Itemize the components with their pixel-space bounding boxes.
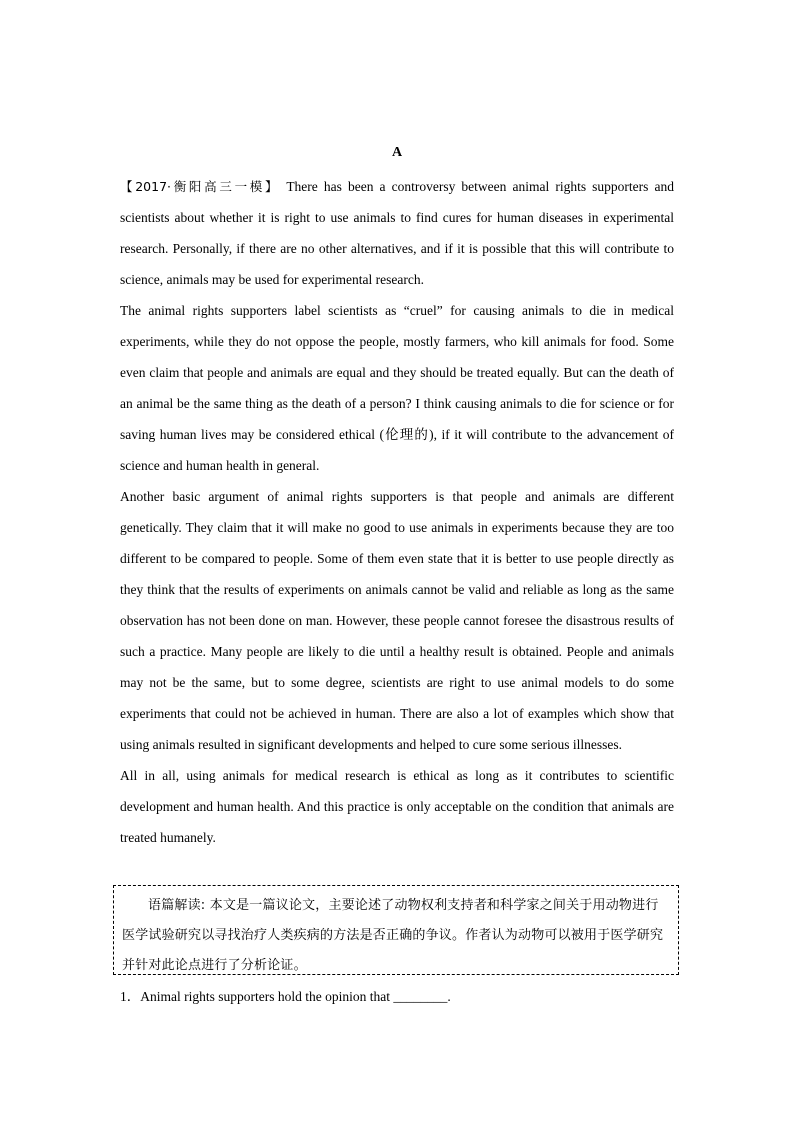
- paragraph-2: The animal rights supporters label scientists as “cruel” for causing animals to die in medical experiments, while they do not oppose the people, mostly farmers, who kill animals for food. Some even claim that people and animals are equal and they should be treated equally. But can the death of an animal be the same thing as the death of a person? I think causing animals to die for science or for saving human lives may be considered ethical (伦理的), if it will contribute to the advancement of science and human health in general.: [120, 303, 674, 473]
- question-1: 1．Animal rights supporters hold the opinion that ________.: [120, 989, 451, 1004]
- paragraph-1-text: There has been a controversy between animal rights supporters and scientists about whether it is right to use animals to find cures for human diseases in experimental research. Personally, if there are no other alternatives, and if it is possible that this will contribute to science, animals may be used for experimental research.: [120, 179, 674, 287]
- paragraph-4: All in all, using animals for medical research is ethical as long as it contributes to scientific development and human health. And this practice is only acceptable on the condition that animals are treated humanely.: [120, 768, 674, 845]
- source-tag: 【2017·衡阳高三一模】: [120, 179, 281, 194]
- paragraph-1: [120, 171, 674, 295]
- passage-summary-box: [113, 885, 679, 975]
- paragraph-3: Another basic argument of animal rights supporters is that people and animals are different genetically. They claim that it will make no good to use animals in experiments because they are too different to be compared to people. Some of them even state that it is better to use people directly as they think that the results of experiments on animals cannot be valid and reliable as long as the same observation has not been done on man. However, these people cannot foresee the disastrous results of such a practice. Many people are likely to die until a healthy result is obtained. People and animals may not be the same, but to some degree, scientists are right to use animal models to do some experiments that could not be achieved in human. There are also a lot of examples which show that using animals resulted in significant developments and helped to cure some serious illnesses.: [120, 489, 674, 752]
- summary-text: 语篇解读: 本文是一篇议论文，主要论述了动物权利支持者和科学家之间关于用动物进行医学试验研究以寻找治疗人类疾病的方法是否正确的争议。作者认为动物可以被用于医学研究并针对此论点进行了分析论证。: [122, 898, 664, 973]
- passage-body: [120, 171, 674, 853]
- passage-title: A: [391, 145, 403, 160]
